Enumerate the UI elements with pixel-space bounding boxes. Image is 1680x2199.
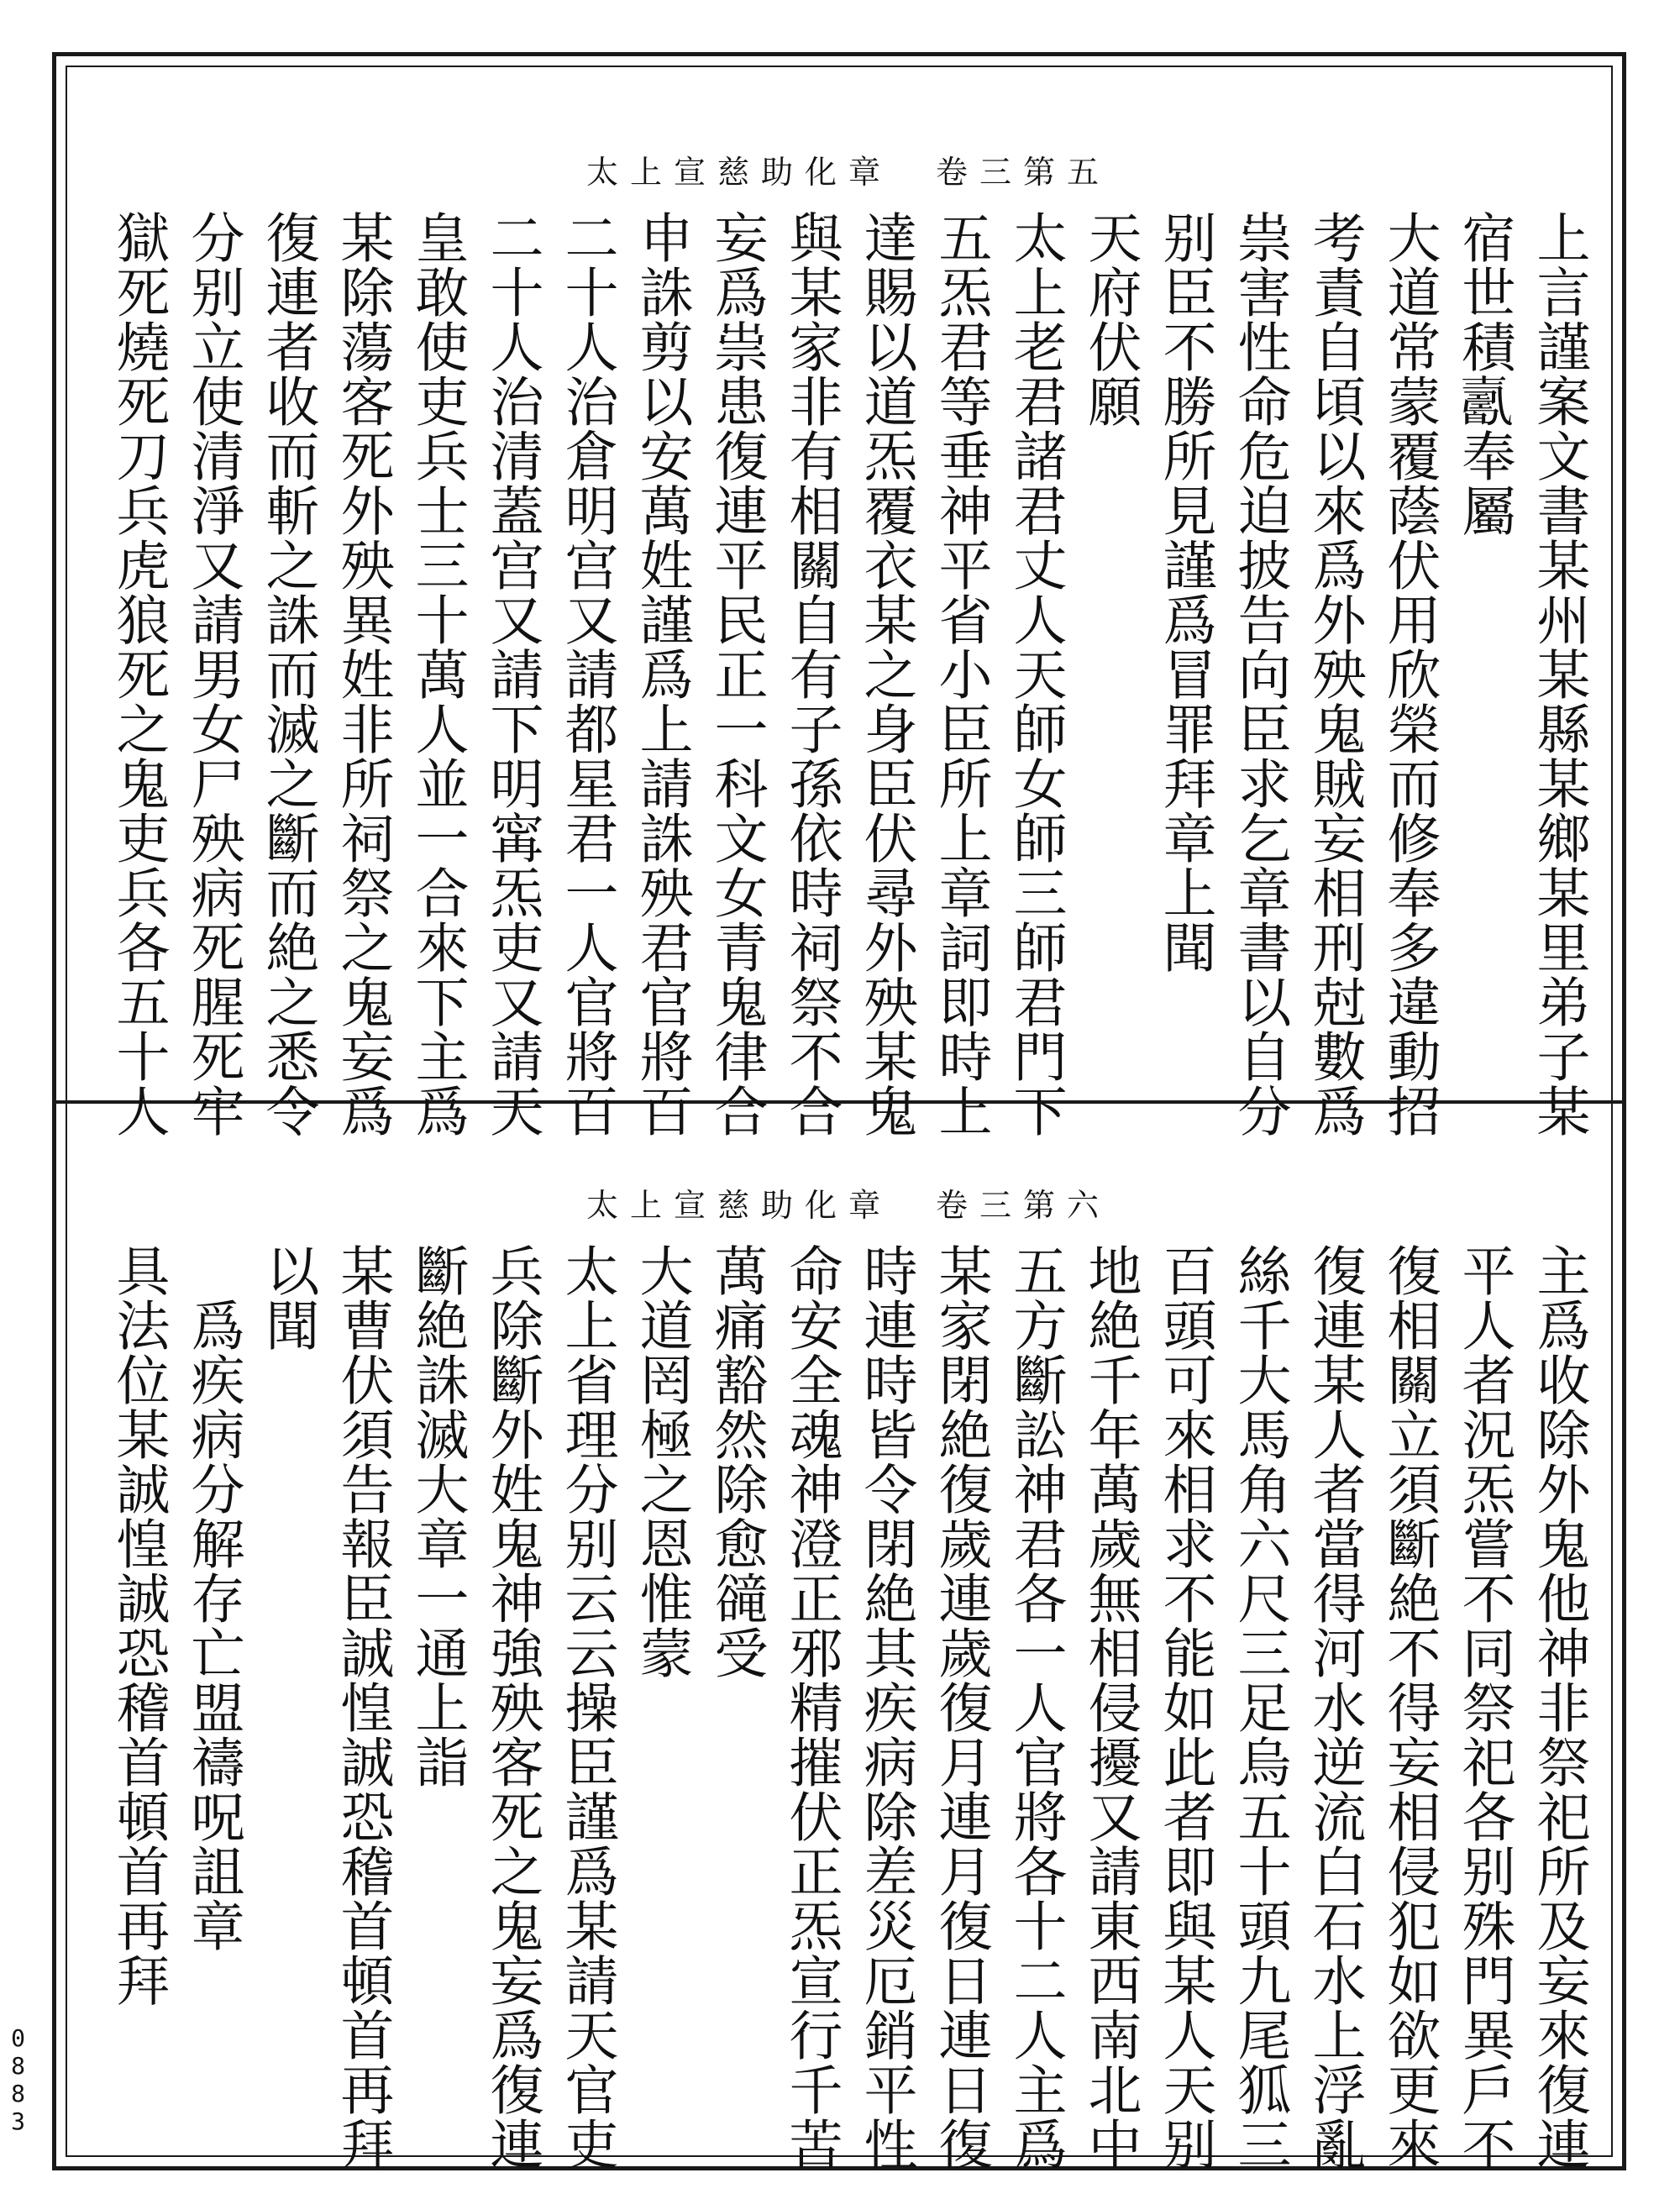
text-column: 主爲收除外鬼他神非祭祀所及妄來復連 bbox=[1527, 1243, 1590, 2171]
text-column: 達賜以道炁覆衣某之身臣伏尋外殃某鬼 bbox=[854, 210, 917, 1138]
text-column: 與某家非有相關自有子孫依時祠祭不合 bbox=[780, 210, 843, 1138]
text-column: 以聞 bbox=[256, 1243, 319, 1352]
text-column: 太上省理分别云云操臣謹爲某請天官吏 bbox=[555, 1243, 618, 2171]
text-column: 兵除斷外姓鬼神強殃客死之鬼妄爲復連 bbox=[480, 1243, 543, 2171]
text-column: 别臣不勝所見謹爲冒罪拜章上聞 bbox=[1153, 210, 1216, 974]
text-column: 某曹伏須告報臣誠惶誠恐稽首頓首再拜 bbox=[331, 1243, 394, 2171]
text-column: 復相關立須斷絶不得妄相侵犯如欲更來 bbox=[1378, 1243, 1441, 2171]
text-column: 祟害性命危迫披告向臣求乞章書以自分 bbox=[1228, 210, 1291, 1138]
text-column: 大道罔極之恩惟蒙 bbox=[630, 1243, 693, 1680]
page-number: 0883 bbox=[4, 2024, 32, 2135]
text-column: 命安全魂神澄正邪精摧伏正炁宣行千苦 bbox=[780, 1243, 843, 2171]
text-column: 天府伏願 bbox=[1079, 210, 1142, 428]
text-column: 考責自頃以來爲外殃鬼賊妄相刑尅數爲 bbox=[1303, 210, 1366, 1138]
text-column: 皇敢使吏兵士三十萬人並一合來下主爲 bbox=[406, 210, 469, 1138]
text-column: 上言謹案文書某州某縣某鄉某里弟子某 bbox=[1527, 210, 1590, 1138]
text-column: 五炁君等垂神平省小臣所上章詞即時上 bbox=[929, 210, 992, 1138]
text-column: 絲千大馬角六尺三足烏五十頭九尾狐三 bbox=[1228, 1243, 1291, 2171]
page-header: 太上宣慈助化章 卷三第六 bbox=[585, 1187, 1110, 1224]
text-column: 時連時皆令閉絶其疾病除差災厄銷平性 bbox=[854, 1243, 917, 2171]
text-column: 地絶千年萬歲無相侵擾又請東西南北中 bbox=[1079, 1243, 1142, 2171]
text-column: 平人者況炁嘗不同祭祀各别殊門異戶不 bbox=[1452, 1243, 1515, 2171]
text-column: 斷絶誅滅大章一通上詣 bbox=[406, 1243, 469, 1789]
text-column: 爲疾病分解存亡盟禱呪詛章 bbox=[181, 1243, 244, 1953]
text-column: 復連者收而斬之誅而滅之斷而絶之悉令 bbox=[256, 210, 319, 1138]
text-column: 申誅剪以安萬姓謹爲上請誅殃君官將百 bbox=[630, 210, 693, 1138]
text-column: 某家閉絶復歲連歲復月連月復日連日復 bbox=[929, 1243, 992, 2171]
text-column: 二十人治清蓋宫又請下明𡩋炁吏又請天 bbox=[480, 210, 543, 1138]
text-column: 獄死燒死刀兵虎狼死之鬼吏兵各五十人 bbox=[107, 210, 170, 1138]
text-column: 妄爲祟患復連平民正一科文女青鬼律合 bbox=[705, 210, 768, 1138]
text-columns bbox=[101, 1243, 1596, 2171]
text-column: 太上老君諸君丈人天師女師三師君門下 bbox=[1004, 210, 1067, 1138]
text-column: 復連某人者當得河水逆流白石水上浮亂 bbox=[1303, 1243, 1366, 2171]
text-columns bbox=[101, 210, 1596, 1138]
text-column: 萬痛豁然除愈𧯇受 bbox=[705, 1243, 768, 1680]
bottom-page bbox=[84, 1117, 1613, 2171]
text-column: 宿世積𡕋奉屬 bbox=[1452, 210, 1515, 538]
page-header: 太上宣慈助化章 卷三第五 bbox=[585, 154, 1110, 191]
text-column: 大道常蒙覆蔭伏用欣榮而修奉多違動招 bbox=[1378, 210, 1441, 1138]
text-column: 二十人治倉明宫又請都星君一人官將百 bbox=[555, 210, 618, 1138]
text-column: 分别立使清淨又請男女尸殃病死腥死牢 bbox=[181, 210, 244, 1138]
text-column: 百頭可來相求不能如此者即與某人天别 bbox=[1153, 1243, 1216, 2171]
top-page bbox=[84, 84, 1613, 1138]
text-column: 具法位某誠惶誠恐稽首頓首再拜 bbox=[107, 1243, 170, 2007]
text-column: 某除蕩客死外殃異姓非所祠祭之鬼妄爲 bbox=[331, 210, 394, 1138]
text-column: 五方斷訟神君各一人官將各十二人主爲 bbox=[1004, 1243, 1067, 2171]
